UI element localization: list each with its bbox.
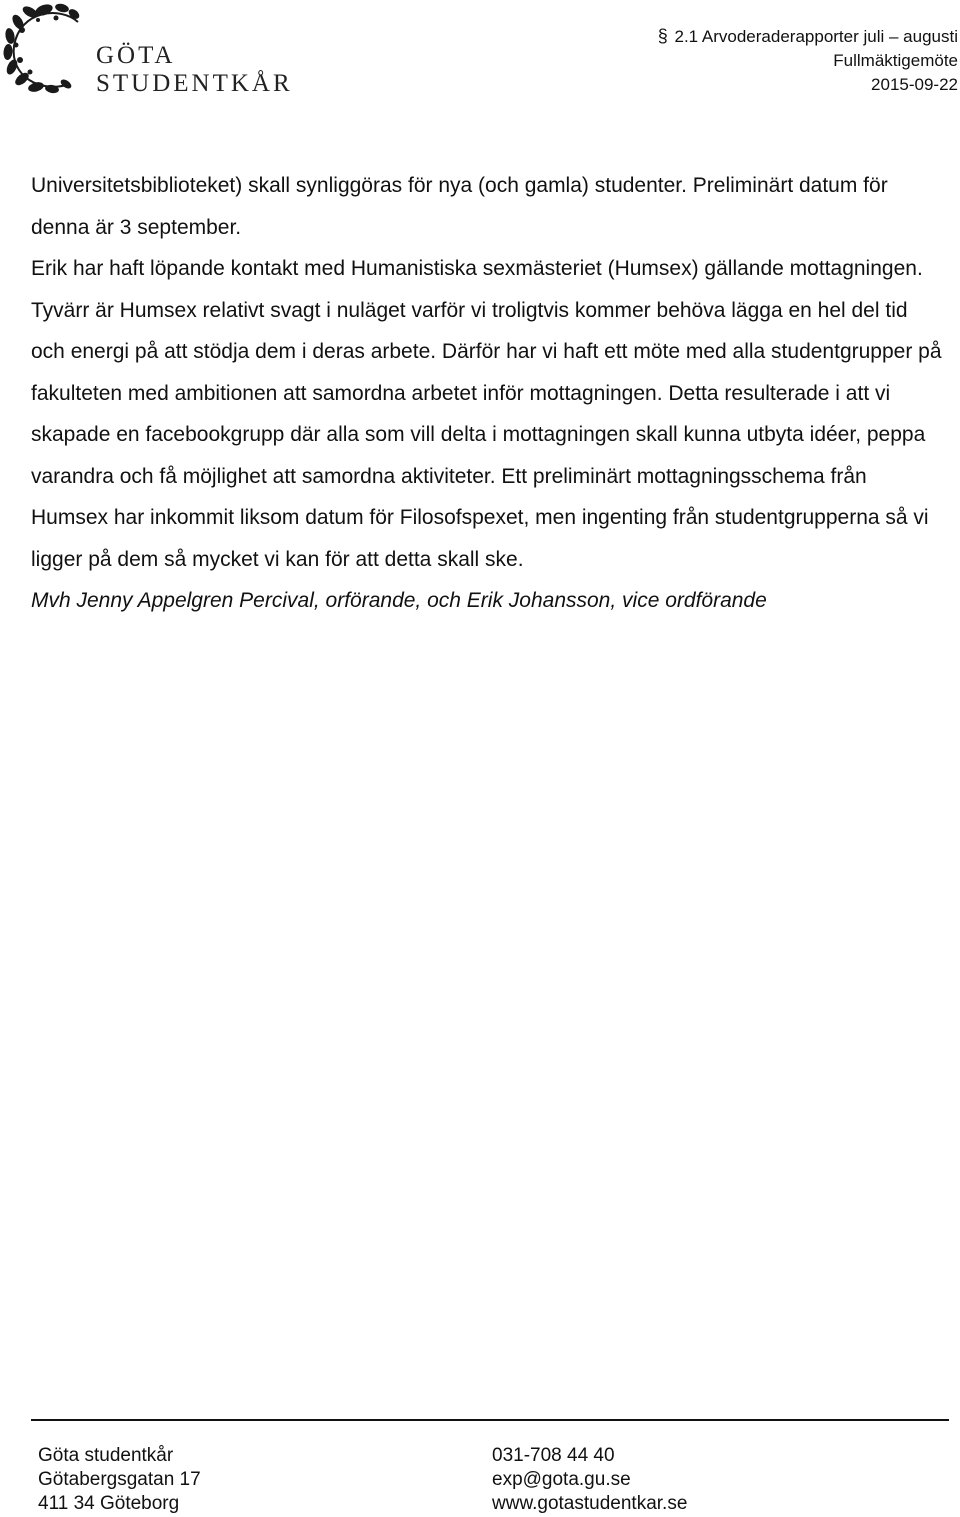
- footer-contact: [492, 1444, 687, 1516]
- body-paragraph-1: Universitetsbiblioteket) skall synliggöras för nya (och gamla) studenter. Preliminärt datum för denna är 3 september.: [31, 174, 888, 239]
- agenda-item-title: 2.1 Arvoderaderapporter juli – augusti: [674, 27, 958, 46]
- postal-city: 411 34 Göteborg: [38, 1493, 180, 1514]
- wreath-icon: [0, 0, 92, 100]
- street-address: Götabergsgatan 17: [38, 1469, 201, 1490]
- footer-address: [38, 1444, 201, 1516]
- meeting-name: Fullmäktigemöte: [833, 51, 958, 70]
- org-name: Göta studentkår: [38, 1445, 174, 1466]
- logo-line-1: GÖTA: [96, 42, 176, 69]
- email-address: exp@gota.gu.se: [492, 1469, 631, 1490]
- website: www.gotastudentkar.se: [492, 1493, 688, 1514]
- document-header: [658, 24, 958, 97]
- footer-divider: [31, 1419, 949, 1421]
- phone-number: 031-708 44 40: [492, 1445, 615, 1466]
- agenda-item-heading: [658, 24, 958, 49]
- body-paragraph-2: Erik har haft löpande kontakt med Humanistiska sexmästeriet (Humsex) gällande mottagningen. Tyvärr är Humsex relativt svagt i nuläget varför vi troligtvis kommer behöva lägga en hel del tid och energi på att stödja dem i deras arbete. Därför har vi haft ett möte med alla studentgrupper på fakulteten med ambitionen att samordna arbetet inför mottagningen. Detta resulterade i att vi skapade en facebookgrupp där alla som vill delta i mottagningen skall kunna utbyta idéer, peppa varandra och få möjlighet att samordna aktiviteter. Ett preliminärt mottagningsschema från Humsex har inkommit liksom datum för Filosofspexet, men ingenting från studentgrupperna så vi ligger på dem så mycket vi kan för att detta skall ske.: [31, 257, 942, 571]
- meeting-date: 2015-09-22: [871, 75, 958, 94]
- logo-line-2: STUDENTKÅR: [96, 70, 293, 97]
- signature-line: Mvh Jenny Appelgren Percival, orförande, och Erik Johansson, vice ordförande: [31, 589, 767, 612]
- document-body: [31, 165, 946, 622]
- section-sign: §: [657, 26, 668, 46]
- gota-studentkar-logo: [0, 0, 293, 100]
